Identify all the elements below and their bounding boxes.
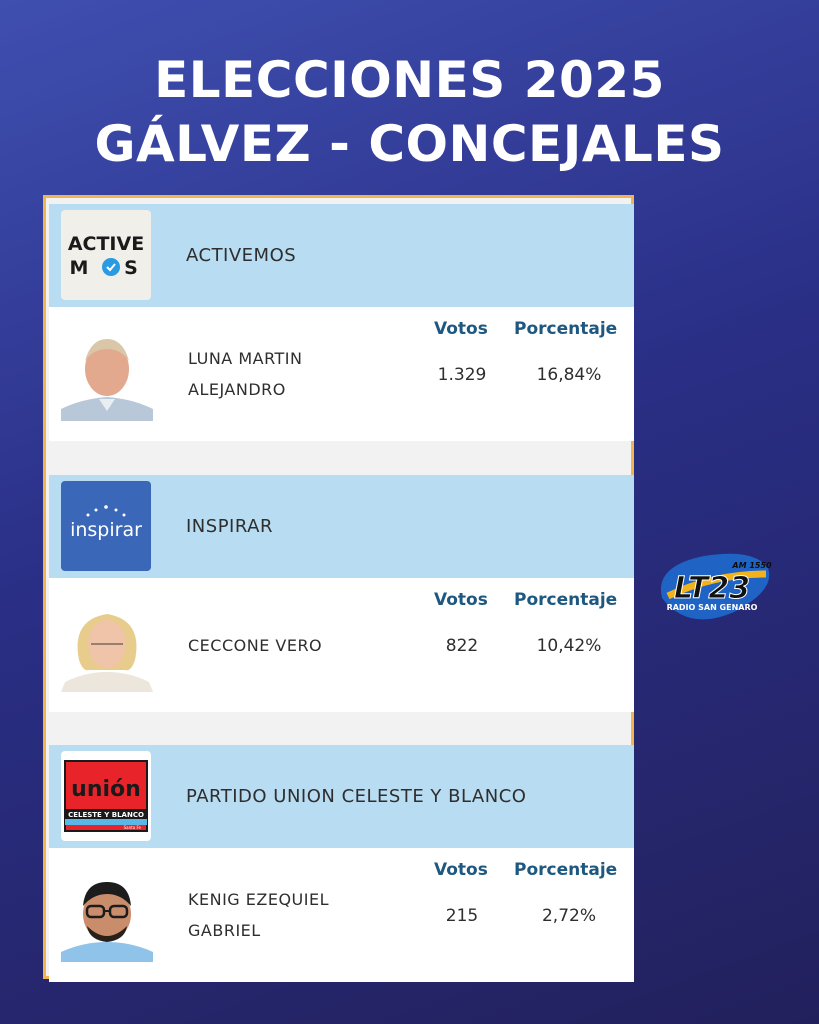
votos-value: 1.329 (437, 365, 487, 385)
svg-text:CELESTE Y BLANCO: CELESTE Y BLANCO (68, 811, 144, 819)
union-logo (61, 751, 151, 841)
title-line-1: ELECCIONES 2025 (154, 51, 665, 109)
page-title (0, 48, 819, 176)
svg-text:ACTIVE: ACTIVE (67, 233, 145, 255)
candidate-photo-kenig (61, 870, 153, 962)
svg-text:Santa Fe: Santa Fe (123, 825, 141, 830)
candidate-photo-ceccone (61, 600, 153, 692)
party-name: PARTIDO UNION CELESTE Y BLANCO (186, 786, 527, 807)
svg-text:AM 1550: AM 1550 (732, 561, 772, 570)
porcentaje-value: 16,84% (536, 365, 602, 385)
porcentaje-heading: Porcentaje (514, 590, 618, 610)
porcentaje-heading: Porcentaje (514, 319, 618, 339)
svg-text:M: M (69, 257, 89, 279)
svg-text:LT23: LT23 (673, 571, 751, 606)
votos-heading: Votos (434, 860, 488, 880)
candidate-name: LUNA MARTIN ALEJANDRO (188, 349, 303, 399)
candidate-name: KENIG EZEQUIEL GABRIEL (188, 890, 329, 940)
votos-value: 215 (445, 906, 479, 926)
party-header-inspirar (49, 475, 634, 578)
svg-text:RADIO SAN GENARO: RADIO SAN GENARO (666, 603, 758, 612)
party-name: INSPIRAR (186, 516, 273, 537)
svg-text:unión: unión (71, 777, 141, 802)
votos-heading: Votos (434, 319, 488, 339)
activemos-logo (61, 210, 151, 300)
votos-value: 822 (445, 636, 479, 656)
candidate-row-luna (49, 307, 634, 441)
title-line-2: GÁLVEZ - CONCEJALES (94, 115, 725, 173)
candidate-name: CECCONE VERO (188, 635, 323, 655)
inspirar-logo (61, 481, 151, 571)
candidate-row-kenig (49, 848, 634, 982)
candidate-photo-luna (61, 329, 153, 421)
porcentaje-heading: Porcentaje (514, 860, 618, 880)
porcentaje-value: 10,42% (536, 636, 602, 656)
lt23-radio-logo (654, 546, 774, 628)
porcentaje-value: 2,72% (541, 906, 596, 926)
party-name: ACTIVEMOS (186, 245, 297, 266)
results-card (43, 195, 634, 979)
votos-heading: Votos (434, 590, 488, 610)
candidate-row-ceccone (49, 578, 634, 712)
party-header-activemos (49, 204, 634, 307)
svg-text:inspirar: inspirar (70, 519, 142, 541)
svg-text:S: S (124, 257, 138, 279)
party-header-union (49, 745, 634, 848)
